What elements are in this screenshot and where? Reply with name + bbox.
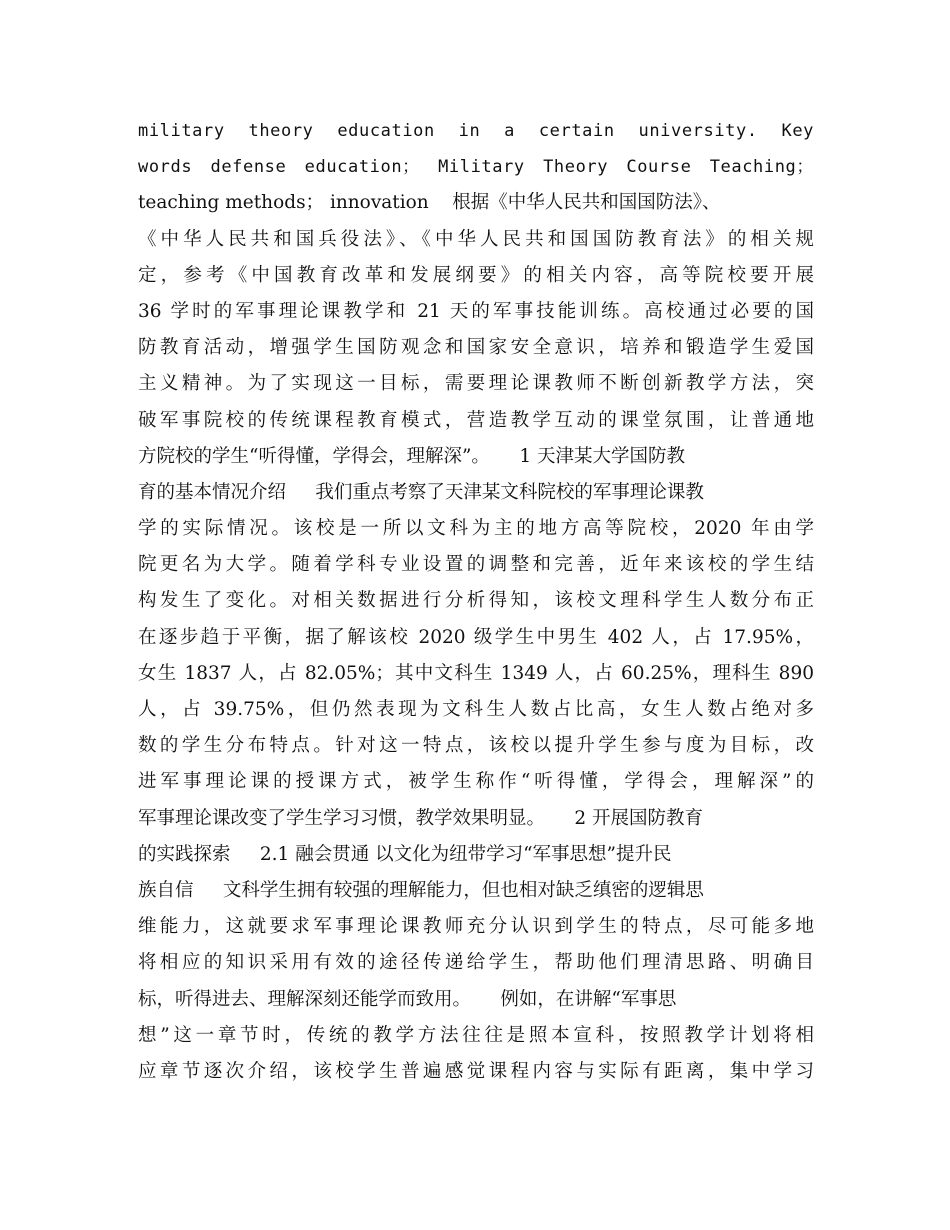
text-line: 育的基本情况介绍 我们重点考察了天津某文科院校的军事理论课教 xyxy=(138,481,704,503)
text-line: 定，参考《中国教育改革和发展纲要》的相关内容，高等院校要开展 xyxy=(138,264,814,286)
text-line: 的实践探索 2.1 融会贯通 以文化为纽带学习“军事思想”提升民 xyxy=(138,843,672,865)
text-line: 学的实际情况。该校是一所以文科为主的地方高等院校，2020 年由学 xyxy=(138,518,814,540)
text-line: 破军事院校的传统课程教育模式，营造教学互动的课堂氛围，让普通地 xyxy=(138,409,814,431)
text-line: 应章节逐次介绍，该校学生普遍感觉课程内容与实际有距离，集中学习 xyxy=(138,1060,814,1082)
text-line: military theory education in a certain university. Key xyxy=(138,121,814,141)
text-line: 构发生了变化。对相关数据进行分析得知，该校文理科学生人数分布正 xyxy=(138,590,814,612)
text-line: 防教育活动，增强学生国防观念和国家安全意识，培养和锻造学生爱国 xyxy=(138,337,814,359)
text-line: 军事理论课改变了学生学习习惯，教学效果明显。 2 开展国防教育 xyxy=(138,807,704,829)
text-line: 院更名为大学。随着学科专业设置的调整和完善，近年来该校的学生结 xyxy=(138,554,814,576)
text-line: 《中华人民共和国兵役法》、《中华人民共和国国防教育法》的相关规 xyxy=(138,228,814,250)
text-line: 数的学生分布特点。针对这一特点，该校以提升学生参与度为目标，改 xyxy=(138,735,814,757)
text-line: teaching methods； innovation 根据《中华人民共和国国防法》、 xyxy=(138,192,721,214)
text-line: 人，占 39.75%，但仍然表现为文科生人数占比高，女生人数占绝对多 xyxy=(138,699,814,720)
text-line: 标，听得进去、理解深刻还能学而致用。 例如，在讲解“军事思 xyxy=(138,988,677,1010)
text-line: 维能力，这就要求军事理论课教师充分认识到学生的特点，尽可能多地 xyxy=(138,916,814,938)
text-line: 36 学时的军事理论课教学和 21 天的军事技能训练。高校通过必要的国 xyxy=(138,300,814,322)
text-line: 族自信 文科学生拥有较强的理解能力，但也相对缺乏缜密的逻辑思 xyxy=(138,879,704,901)
text-line: 将相应的知识采用有效的途径传递给学生，帮助他们理清思路、明确目 xyxy=(138,952,814,974)
text-line: 女生 1837 人，占 82.05%；其中文科生 1349 人，占 60.25%，理科生 890 xyxy=(138,662,814,684)
body-text xyxy=(138,113,814,1090)
text-line: 方院校的学生“听得懂，学得会，理解深”。 1 天津某大学国防教 xyxy=(138,445,685,467)
text-line: 主义精神。为了实现这一目标，需要理论课教师不断创新教学方法，突 xyxy=(138,373,814,395)
text-line: 在逐步趋于平衡，据了解该校 2020 级学生中男生 402 人，占 17.95%， xyxy=(138,626,814,648)
text-line: words defense education； Military Theory Course Teaching； xyxy=(138,157,814,178)
text-line: 进军事理论课的授课方式，被学生称作“听得懂，学得会，理解深”的 xyxy=(138,771,814,793)
text-line: 想”这一章节时，传统的教学方法往往是照本宣科，按照教学计划将相 xyxy=(138,1024,814,1046)
